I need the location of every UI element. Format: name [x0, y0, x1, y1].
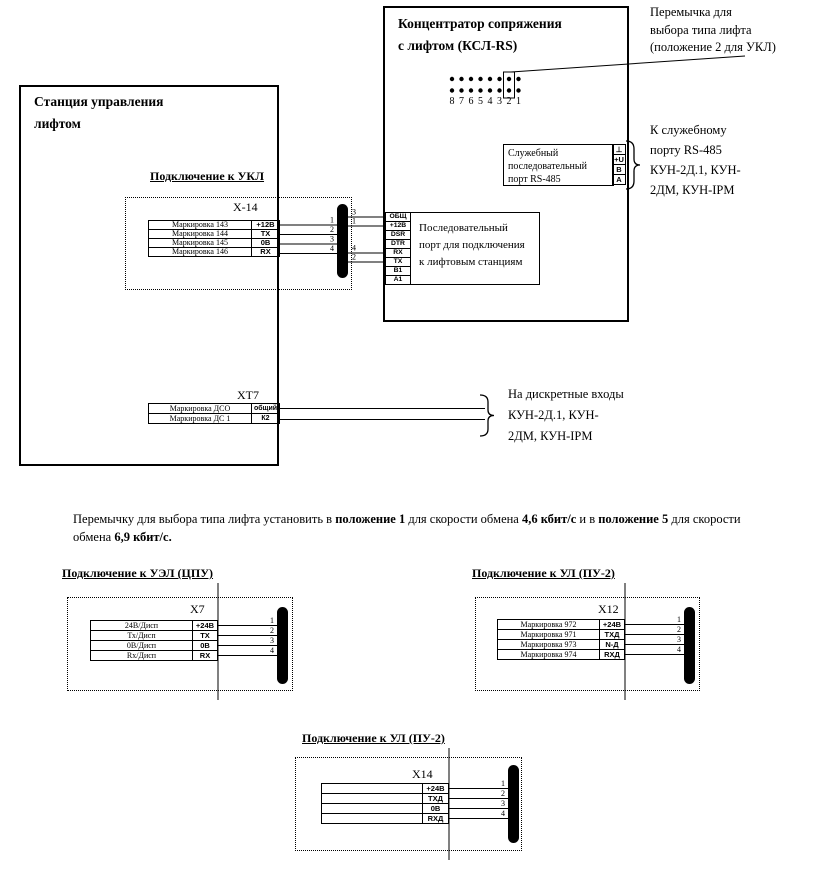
wire-number: 2 — [270, 626, 274, 635]
jumper-note-line: Перемычка для — [650, 5, 732, 19]
jumper-note-line: (положение 2 для УКЛ) — [650, 40, 776, 54]
station-title-line: Станция управления — [34, 94, 164, 109]
wire-number: 4 — [677, 645, 681, 654]
pin-cell: +24В — [192, 620, 218, 631]
pin-cell: 0В — [192, 640, 218, 651]
wire-number: 3 — [501, 799, 505, 808]
marking-cell: Маркировка ДСО — [148, 403, 252, 414]
serial-pin-dsr: DSR — [385, 230, 411, 240]
wire-number: 1 — [352, 216, 356, 226]
marking-cell: Маркировка ДС 1 — [148, 413, 252, 424]
marking-cell: Маркировка 974 — [497, 649, 600, 660]
serial-pin-rx: RX — [385, 248, 411, 258]
wire-number: 3 — [677, 635, 681, 644]
pin-cell: +24В — [422, 783, 449, 794]
instruction-text: для скорости обмена — [405, 512, 522, 526]
instruction-text: Перемычку для выбора типа лифта установить в — [73, 512, 336, 526]
ukl-heading: Подключение к УКЛ — [150, 169, 265, 183]
xt7-table — [148, 403, 280, 424]
x7-table — [90, 620, 218, 661]
xt7-connector-label: ХТ7 — [237, 388, 259, 402]
jumper-number: 3 — [497, 96, 502, 107]
ul-center-heading: Подключение к УЛ (ПУ-2) — [302, 731, 445, 745]
marking-cell: Маркировка 144 — [148, 229, 252, 239]
station-title — [34, 91, 163, 135]
marking-cell: 24В/Дисп — [90, 620, 193, 631]
serial-pin-a1: A1 — [385, 275, 411, 285]
jumper-instruction — [73, 511, 757, 546]
jumper-number: 2 — [506, 96, 512, 107]
pin-cell: RХД — [599, 649, 625, 660]
table-row — [148, 413, 280, 424]
x7-connector-label: Х7 — [190, 602, 205, 616]
jumper-number: 1 — [516, 96, 521, 107]
serial-port-label-line: порт для подключения — [419, 239, 525, 251]
wire-number: 2 — [352, 252, 356, 262]
pin-cell: ТХД — [422, 793, 449, 804]
service-port-box — [503, 144, 614, 186]
wire-number: 4 — [501, 809, 505, 818]
station-title-line: лифтом — [34, 116, 81, 131]
jumper-note-line: выбора типа лифта — [650, 22, 752, 37]
serial-pin-tx: TX — [385, 257, 411, 267]
jumper-number: 8 — [449, 96, 455, 107]
marking-cell: Маркировка 972 — [497, 619, 600, 630]
instruction-bold: 6,9 кбит/с. — [114, 529, 172, 544]
serial-pin-obshch: ОБЩ — [385, 212, 411, 222]
marking-cell — [321, 813, 423, 824]
jumper-note — [650, 4, 776, 57]
wire-number: 2 — [330, 225, 334, 234]
ksl-title — [398, 13, 562, 57]
service-note-line: 2ДМ, КУН-IPM — [650, 183, 735, 197]
xt7-note-line: КУН-2Д.1, КУН- — [508, 408, 599, 422]
pin-cell: TX — [251, 229, 280, 239]
instruction-bold: положение 5 — [598, 512, 669, 526]
serial-port-pins — [385, 212, 411, 285]
pin-cell: N-Д — [599, 639, 625, 650]
wire-number: 2 — [501, 789, 505, 798]
service-note-line: К служебному — [650, 123, 727, 137]
instruction-bold: 4,6 кбит/с — [521, 512, 577, 526]
marking-cell: Тх/Дисп — [90, 630, 193, 641]
pin-cell: TX — [192, 630, 218, 641]
pin-cell: RX — [251, 247, 280, 257]
table-row — [497, 649, 625, 660]
x14c-connector-label: Х14 — [412, 767, 433, 781]
pin-cell: 0В — [251, 238, 280, 248]
service-pin-u: +U — [612, 154, 626, 165]
xt7-note-line: 2ДМ, КУН-IPM — [508, 429, 593, 443]
wire-number: 2 — [677, 625, 681, 634]
pin-cell: +12В — [251, 220, 280, 230]
wire-number: 4 — [330, 244, 334, 253]
service-port-label-line: последовательный — [508, 161, 587, 172]
serial-port-label-line: Последовательный — [419, 222, 508, 234]
wire-number: 1 — [330, 215, 334, 225]
xt7-note — [508, 384, 624, 447]
xt7-brace — [480, 395, 494, 436]
wire-number: 1 — [270, 616, 274, 625]
service-port-note — [650, 120, 741, 200]
x14c-table — [321, 783, 449, 824]
table-row — [148, 247, 280, 257]
x12-table — [497, 619, 625, 660]
pin-cell: +24В — [599, 619, 625, 630]
service-port-label-line: Служебный — [508, 148, 559, 159]
serial-pin-dtr: DTR — [385, 239, 411, 249]
table-row — [90, 650, 218, 661]
serial-port-label-line: к лифтовым станциям — [419, 256, 523, 268]
jumper-number: 6 — [468, 96, 474, 107]
pin-cell: RХД — [422, 813, 449, 824]
wire-number: 4 — [270, 646, 274, 655]
service-pin-b: B — [612, 164, 626, 175]
marking-cell: Rх/Дисп — [90, 650, 193, 661]
marking-cell: 0В/Дисп — [90, 640, 193, 651]
table-row — [321, 813, 449, 824]
wire-number: 1 — [677, 615, 681, 624]
wire-number: 1 — [501, 779, 505, 788]
marking-cell: Маркировка 145 — [148, 238, 252, 248]
jumper-number: 4 — [487, 96, 493, 107]
pin-cell: ТХД — [599, 629, 625, 640]
uel-heading: Подключение к УЭЛ (ЦПУ) — [62, 566, 214, 580]
ul-right-heading: Подключение к УЛ (ПУ-2) — [472, 566, 615, 580]
pin-cell: общий — [251, 403, 280, 414]
service-pin-gnd: ⊥ — [612, 144, 626, 155]
marking-cell: Маркировка 971 — [497, 629, 600, 640]
xt7-note-line: На дискретные входы — [508, 387, 624, 401]
marking-cell: Маркировка 146 — [148, 247, 252, 257]
service-note-line: порту RS-485 — [650, 143, 722, 157]
service-note-line: КУН-2Д.1, КУН- — [650, 163, 741, 177]
serial-pin-12v: +12В — [385, 221, 411, 231]
wire-number: 3 — [352, 207, 356, 217]
pin-cell: RX — [192, 650, 218, 661]
jumper-number: 5 — [478, 96, 483, 107]
serial-port-label-box — [410, 212, 540, 285]
service-port-pins — [612, 144, 626, 185]
wire-number: 3 — [270, 636, 274, 645]
x14-connector-label: Х-14 — [233, 200, 258, 214]
x14-table — [148, 220, 280, 257]
wire-number: 4 — [352, 243, 356, 253]
service-port-label-line: порт RS-485 — [508, 174, 561, 185]
ksl-title-line: Концентратор сопряжения — [398, 16, 562, 31]
ksl-title-line: с лифтом (КСЛ-RS) — [398, 38, 518, 53]
instruction-text: и в — [576, 512, 599, 526]
serial-pin-b1: B1 — [385, 266, 411, 276]
wire-number: 3 — [330, 234, 334, 244]
marking-cell: Маркировка 973 — [497, 639, 600, 650]
pin-cell: К2 — [251, 413, 280, 424]
x12-connector-label: Х12 — [598, 602, 619, 616]
pin-cell: 0В — [422, 803, 449, 814]
instruction-bold: положение 1 — [335, 512, 406, 526]
jumper-number: 7 — [459, 96, 464, 107]
service-pin-a: A — [612, 174, 626, 185]
marking-cell: Маркировка 143 — [148, 220, 252, 230]
instruction-text: для скорости обмена — [73, 512, 741, 544]
